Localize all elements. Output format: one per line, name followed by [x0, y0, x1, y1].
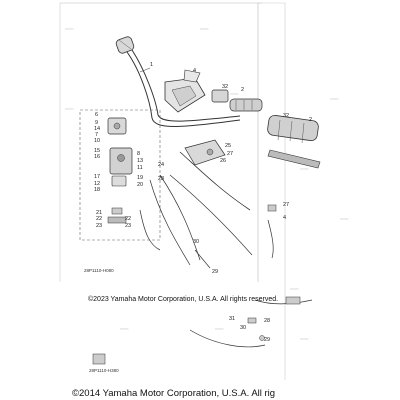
svg-text:▭▭▭: ▭▭▭: [300, 167, 309, 171]
svg-text:32: 32: [283, 113, 290, 119]
svg-text:13: 13: [137, 158, 144, 164]
svg-text:23: 23: [125, 223, 132, 229]
svg-text:30: 30: [193, 239, 200, 245]
left-switch-parts: [108, 118, 132, 223]
svg-text:20: 20: [137, 182, 144, 188]
copyright-notice-2023: ©2023 Yamaha Motor Corporation, U.S.A. All rights reserved.: [88, 296, 279, 303]
svg-text:22: 22: [125, 216, 132, 222]
svg-text:31: 31: [229, 316, 236, 322]
svg-text:▭▭▭: ▭▭▭: [340, 217, 349, 221]
watermarks: [65, 27, 349, 341]
svg-text:17: 17: [94, 174, 101, 180]
brake-lever-assembly: [180, 140, 250, 210]
svg-text:10: 10: [94, 138, 101, 144]
svg-text:6: 6: [95, 112, 99, 118]
svg-text:15: 15: [94, 148, 101, 154]
svg-text:19: 19: [137, 175, 144, 181]
svg-text:▭▭▭: ▭▭▭: [290, 287, 299, 291]
svg-text:4: 4: [283, 215, 287, 221]
svg-text:▭▭▭: ▭▭▭: [230, 92, 239, 96]
copyright-notice-2014: ©2014 Yamaha Motor Corporation, U.S.A. All rig: [72, 388, 276, 399]
svg-text:29: 29: [212, 269, 219, 275]
svg-text:▭▭▭: ▭▭▭: [120, 327, 129, 331]
svg-text:14: 14: [94, 126, 101, 132]
svg-text:18: 18: [94, 187, 101, 193]
svg-text:7: 7: [95, 132, 99, 138]
svg-text:28: 28: [158, 176, 165, 182]
svg-text:25: 25: [225, 143, 232, 149]
cables: [140, 175, 312, 347]
svg-text:27: 27: [283, 202, 290, 208]
svg-text:▭▭▭: ▭▭▭: [215, 327, 224, 331]
svg-text:32: 32: [222, 84, 229, 90]
svg-text:▭▭▭: ▭▭▭: [300, 337, 309, 341]
svg-text:2: 2: [309, 117, 313, 123]
svg-text:27: 27: [227, 151, 234, 157]
handlebar-clamp: [165, 70, 205, 112]
svg-text:8: 8: [137, 151, 141, 157]
svg-text:28: 28: [264, 318, 271, 324]
svg-text:30: 30: [240, 325, 247, 331]
svg-text:21: 21: [96, 210, 103, 216]
svg-text:9: 9: [95, 120, 99, 126]
svg-text:4: 4: [193, 68, 197, 74]
svg-text:26: 26: [220, 158, 227, 164]
diagram-code-upper: 28P1110-H080: [84, 268, 114, 273]
svg-text:▭▭▭: ▭▭▭: [200, 27, 209, 31]
svg-text:11: 11: [137, 165, 143, 171]
svg-text:22: 22: [96, 216, 103, 222]
svg-text:23: 23: [96, 223, 103, 229]
left-grip: [115, 36, 135, 55]
diagram-code-lower: 28P1110-H380: [89, 368, 119, 373]
svg-text:▭▭▭: ▭▭▭: [65, 107, 74, 111]
svg-text:1: 1: [150, 62, 154, 68]
svg-text:12: 12: [94, 181, 101, 187]
svg-text:▭▭▭: ▭▭▭: [65, 27, 74, 31]
svg-text:16: 16: [94, 154, 101, 160]
svg-text:24: 24: [158, 162, 165, 168]
svg-text:2: 2: [241, 87, 245, 93]
svg-text:▭▭▭: ▭▭▭: [330, 97, 339, 101]
svg-text:29: 29: [264, 337, 271, 343]
